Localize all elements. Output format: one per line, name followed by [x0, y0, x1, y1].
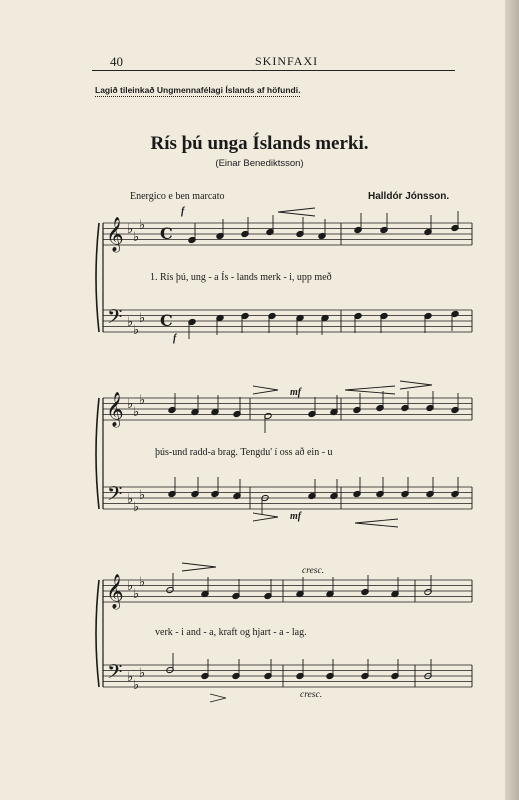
common-time-icon: C: [160, 311, 173, 330]
treble-clef-icon: 𝄞: [106, 392, 124, 427]
decrescendo-hairpin: [182, 563, 216, 571]
treble-clef-icon: 𝄞: [106, 574, 124, 609]
cresc-bass: cresc.: [300, 690, 323, 700]
flat-icon: ♭: [127, 315, 134, 330]
system-brace: [96, 398, 99, 509]
treble-clef-icon: 𝄞: [106, 217, 124, 252]
flat-icon: ♭: [139, 575, 146, 590]
flat-icon: ♭: [133, 323, 140, 338]
dynamic-f-treble: f: [181, 206, 185, 217]
decrescendo-hairpin: [253, 513, 278, 521]
dynamic-mf-treble: mf: [290, 387, 302, 398]
flat-icon: ♭: [139, 393, 146, 408]
tempo-marking: Energico e ben marcato: [130, 191, 225, 202]
flat-icon: ♭: [127, 670, 134, 685]
dedication: Lagið tileinkað Ungmennafélagi Íslands af höfundi.: [95, 85, 301, 95]
flat-icon: ♭: [127, 222, 134, 237]
cresc-treble: cresc.: [302, 566, 325, 576]
crescendo-hairpin: [278, 208, 315, 216]
bass-clef-icon: 𝄢: [107, 660, 123, 688]
decrescendo-hairpin: [253, 386, 278, 394]
lyrics-line-1: 1. Rís þú, ung - a Ís - lands merk - i, upp með: [150, 272, 332, 283]
bass-clef-icon: 𝄢: [107, 482, 123, 510]
flat-icon: ♭: [127, 579, 134, 594]
composer: Halldór Jónsson.: [368, 191, 450, 202]
flat-icon: ♭: [133, 405, 140, 420]
flat-icon: ♭: [139, 218, 146, 233]
crescendo-hairpin: [355, 519, 398, 527]
lyrics-line-2: þús-und radd-a brag. Tengdu' í oss að ein - u: [155, 447, 333, 458]
flat-icon: ♭: [139, 311, 146, 326]
flat-icon: ♭: [127, 397, 134, 412]
page-number: 40: [110, 54, 123, 69]
flat-icon: ♭: [133, 230, 140, 245]
decrescendo-hairpin: [210, 694, 226, 702]
lyrics-line-3: verk - i and - a, kraft og hjart - a - lag.: [155, 627, 307, 638]
song-title: Rís þú unga Íslands merki.: [150, 133, 369, 154]
dynamic-mf-bass: mf: [290, 511, 302, 522]
system-brace: [96, 223, 99, 332]
flat-icon: ♭: [133, 587, 140, 602]
flat-icon: ♭: [133, 678, 140, 693]
flat-icon: ♭: [127, 492, 134, 507]
lyricist: (Einar Benediktsson): [215, 158, 304, 169]
bass-clef-icon: 𝄢: [107, 305, 123, 333]
flat-icon: ♭: [139, 488, 146, 503]
crescendo-hairpin: [345, 386, 395, 394]
system-brace: [96, 580, 99, 687]
common-time-icon: C: [160, 224, 173, 243]
flat-icon: ♭: [133, 500, 140, 515]
journal-title: SKINFAXI: [255, 54, 319, 68]
decrescendo-hairpin: [400, 381, 432, 389]
dynamic-f-bass: f: [173, 333, 177, 344]
flat-icon: ♭: [139, 666, 146, 681]
